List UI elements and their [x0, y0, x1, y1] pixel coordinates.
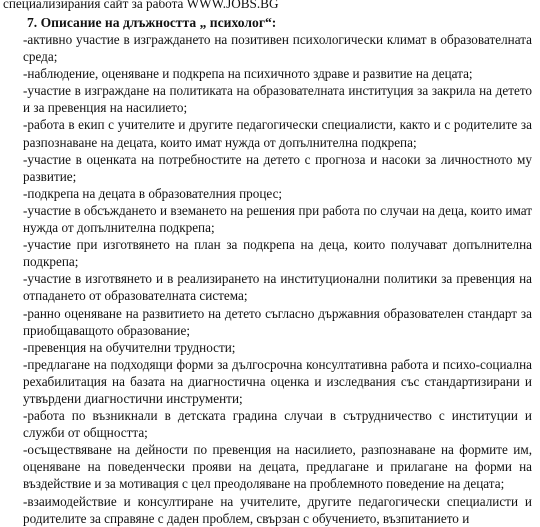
duty-item: -участие в обсъждането и вземането на решения при работа по случаи на деца, които имат нужда от допълнителна подкрепа; [23, 202, 532, 236]
duty-item: -работа по възникнали в детската градина случаи в сътрудничество с институции и служби от общността; [23, 408, 532, 441]
duty-item: -активно участие в изграждането на позитивен психологически климат в образователната среда; [23, 32, 532, 65]
duty-item: -работа в екип с учителите и другите педагогически специалисти, както и с родителите за разпознаване на децата, които имат нужда от допълнителна подкрепа; [23, 117, 532, 150]
duties-list [23, 31, 532, 527]
duty-item: -взаимодействие и консултиране на учителите, другите педагогически специалисти и родителите за справяне с даден проблем, свързан с обучението, възпитанието и [23, 493, 532, 526]
duty-item: -участие в оценката на потребностите на детето с прогноза и насоки за личностното му развитие; [23, 151, 532, 184]
document-top-line: специализирания сайт за работа WWW.JOBS.BG [3, 0, 279, 11]
duty-item: -участие в изграждане на политиката на образователната институция за закрила на детето и за превенция на насилието; [23, 83, 532, 116]
duty-item: -ранно оценяване на развитието на детето съгласно държавния образователен стандарт за приобщаващото образование; [23, 305, 532, 338]
duty-item: -подкрепа на децата в образователния процес; [23, 185, 283, 201]
section-heading: 7. Описание на длъжността „ психолог“: [27, 15, 277, 30]
duty-item: -наблюдение, оценяване и подкрепа на психичното здраве и развитие на децата; [23, 66, 473, 82]
duty-item: -предлагане на подходящи форми за дългосрочна консултативна работа и психо-социална рехабилитация на базата на диагностична оценка и изследвания със стандартизирани и утвърдени диагностични инструменти; [23, 356, 532, 406]
duty-item: -осъществяване на дейности по превенция на насилието, разпознаване на формите им, оценяване на поведенчески прояви на децата, предлагане и прилагане на форми на въздействие и за мотивация с цел преодоляване на проблемното поведение на децата; [23, 442, 532, 492]
duty-item: -участие в изготвянето и в реализирането на институционални политики за превенция на отпадането от образователната система; [23, 271, 532, 304]
duty-item: -превенция на обучителни трудности; [23, 339, 236, 355]
duty-item: -участие при изготвянето на план за подкрепа на деца, които получават допълнителна подкрепа; [23, 237, 532, 270]
